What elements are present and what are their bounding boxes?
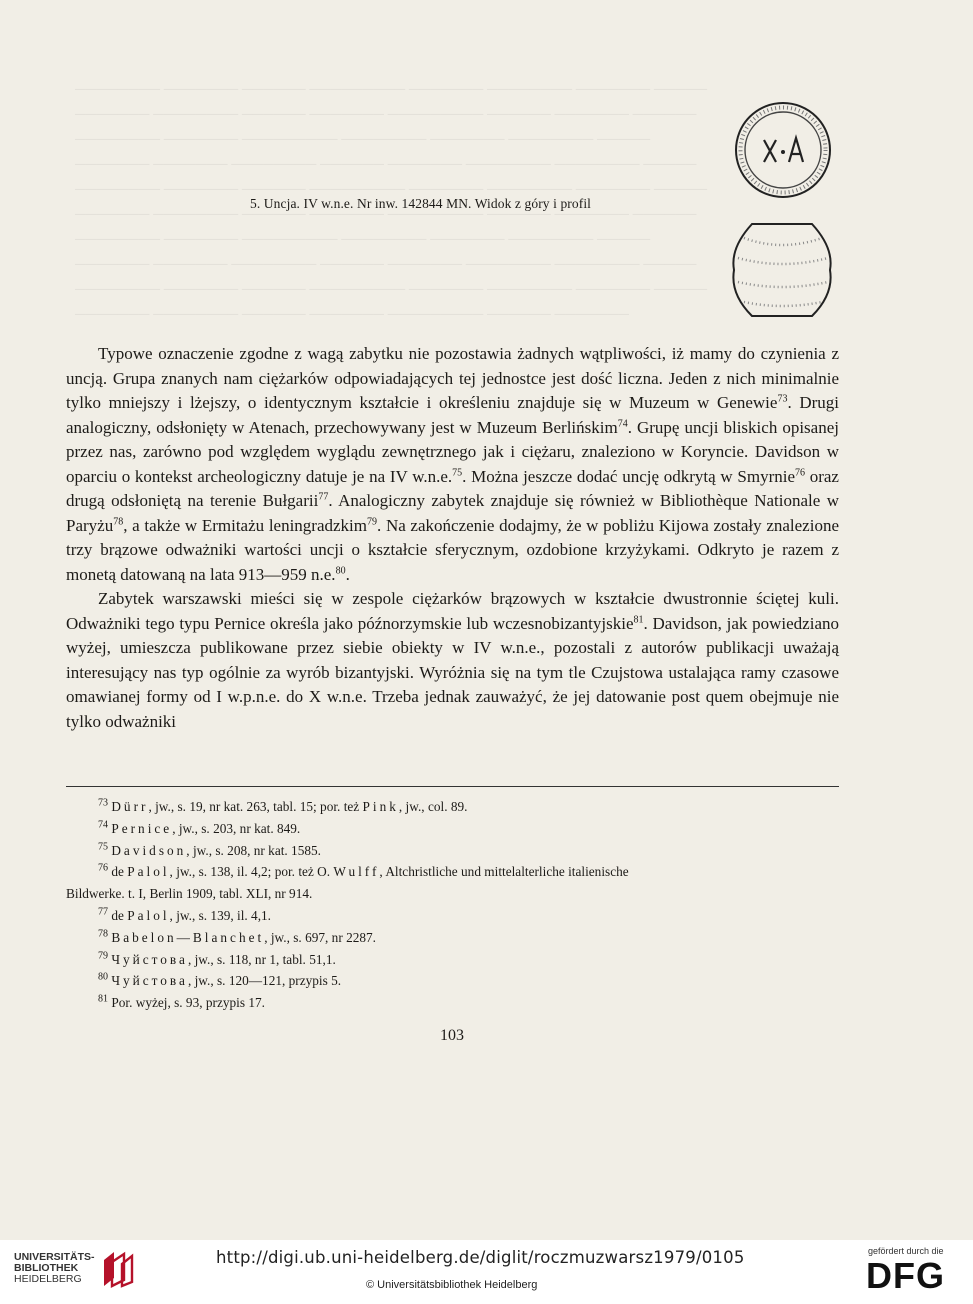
paragraph-2: Zabytek warszawski mieści się w zespole ciężarków brązowych w kształcie dwustronnie ściętej kuli. Odważniki tego typu Pernice określa jako późnorzymskie lub wczesnobizantyjskie$^{81}$. Davidson, jak powiedziano wyżej, umieszcza publikowane przez siebie obiekty w IV w.n.e., pozostali z autorów publikacji uważają interesujący nas typ ogólnie za wyrób bizantyjski. Wyróżnia się na tym tle Czujstowa ustalająca ramy czasowe omawianej formy od I w.p.n.e. do X w.n.e. Trzeba jednak zauważyć, że jej datowanie post quem obejmuje nie tylko odważniki bbox=[66, 589, 839, 731]
footnote-75: $^{75}$ Davidson, jw., s. 208, nr kat. 1585. bbox=[98, 841, 321, 858]
footnote-79: $^{79}$ Чуйстова, jw., s. 118, nr 1, tabl. 51,1. bbox=[98, 950, 336, 967]
dfg-logo[interactable]: DFG bbox=[866, 1255, 945, 1296]
bleed-through-top: ──────── ─────── ────── ───────── ─────── ──────── ─────── ───── ─────── ──────── ────── ─────── ───────── ────── ─────── ────── ──────── ─────── ───────── ──────── ─────── ──────── ───── ─────── ─────── ──────── ────── ─────── ──────── ──────── ───── ──────── ─────── ────── ───────── ─────── ──────── ─────── ───── ─────── ──────── ────── ─────── ───────── ────── ─────── ────── ──────── ─────── ───────── ──────── ─────── ──────── ───── ─────── ─────── ──────── ────── ─────── ──────── ──────── ───── ──────── ─────── ────── ───────── ─────── ──────── ─────── ───── ─────── ──────── ────── ─────── ───────── ────── ─────── bbox=[75, 82, 708, 323]
footnote-73: $^{73}$ Dürr, jw., s. 19, nr kat. 263, tabl. 15; por. też Pink, jw., col. 89. bbox=[98, 797, 468, 814]
footnotes bbox=[66, 796, 839, 1014]
library-mark-icon bbox=[100, 1246, 136, 1292]
permalink-url[interactable]: http://digi.ub.uni-heidelberg.de/diglit/roczmuzwarsz1979/0105 bbox=[216, 1248, 745, 1267]
footnote-81: $^{81}$ Por. wyżej, s. 93, przypis 17. bbox=[98, 993, 265, 1011]
footnote-74: $^{74}$ Pernice, jw., s. 203, nr kat. 849. bbox=[98, 819, 301, 836]
funded-by-label: gefördert durch die bbox=[868, 1246, 944, 1256]
footnote-76: $^{76}$ de Palol, jw., s. 138, il. 4,2; por. też O. Wulff, Altchristliche und mittelalterliche italienische bbox=[98, 862, 629, 880]
library-logo[interactable]: UNIVERSITÄTS- BIBLIOTHEK HEIDELBERG bbox=[14, 1251, 95, 1285]
footnote-78: $^{78}$ Babelon—Blanchet, jw., s. 697, nr 2287. bbox=[98, 928, 376, 945]
figure-caption: 5. Uncja. IV w.n.e. Nr inw. 142844 MN. Widok z góry i profil bbox=[250, 196, 592, 211]
body-text bbox=[66, 342, 839, 734]
weight-profile-figure bbox=[730, 218, 834, 322]
paragraph-1: Typowe oznaczenie zgodne z wagą zabytku nie pozostawia żadnych wątpliwości, iż mamy do czynienia z uncją. Grupa znanych nam ciężarków odpowiadających tej jednostce jest dość liczna. Jeden z nich minimalnie tylko mniejszy i lżejszy, o identycznym kształcie i określeniu znajduje się w Muzeum w Genewie$^{73}$. Drugi analogiczny, odsłonięty w Atenach, przechowywany jest w Muzeum Berlińskim$^{74}$. Grupę uncji bliskich opisanej przez nas, zarówno pod względem wyglądu zewnętrznego jak i ciężaru, znaleziono w Koryncie. Davidson w oparciu o kontekst archeologiczny datuje je na IV w.n.e.$^{75}$. Można jeszcze dodać uncję odkrytą w Smyrnie$^{76}$ oraz drugą odsłoniętą na terenie Bułgarii$^{77}$. Analogiczny zabytek znajduje się również w Bibliothèque Nationale w Paryżu$^{78}$, a także w Ermitażu leningradzkim$^{79}$. Na zakończenie dodajmy, że w pobliżu Kijowa zostały znalezione trzy brązowe odważniki wartości uncji o kształcie sferycznym, ozdobione krzyżykami. Odkryto je razem z monetą datowaną na lata 913—959 n.e.$^{80}$. bbox=[66, 344, 839, 584]
footnote-80: $^{80}$ Чуйстова, jw., s. 120—121, przypis 5. bbox=[98, 971, 342, 989]
footnote-77: $^{77}$ de Palol, jw., s. 139, il. 4,1. bbox=[98, 906, 272, 923]
footnote-divider bbox=[66, 786, 839, 787]
copyright-notice: © Universitätsbibliothek Heidelberg bbox=[366, 1279, 538, 1291]
footnote-76-continuation: Bildwerke. t. I, Berlin 1909, tabl. XLI, nr 914. bbox=[66, 886, 313, 902]
page-number: 103 bbox=[440, 1027, 464, 1044]
weight-top-view-figure bbox=[728, 100, 838, 200]
